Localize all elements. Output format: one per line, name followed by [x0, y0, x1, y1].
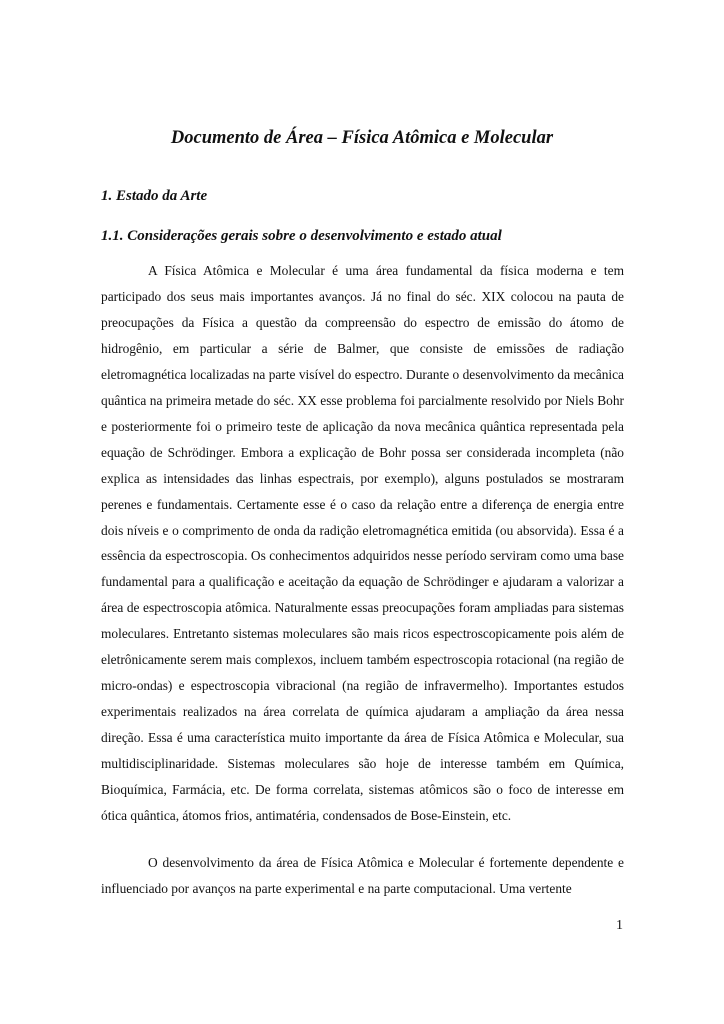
document-title: Documento de Área – Física Atômica e Molecular	[170, 128, 554, 148]
page-number: 1	[616, 918, 623, 933]
body-paragraph-block-2	[101, 850, 624, 902]
paragraph-1: A Física Atômica e Molecular é uma área fundamental da física moderna e tem participado dos seus mais importantes avanços. Já no final do séc. XIX colocou na pauta de preocupações da Física a questão da compreensão do espectro de emissão do átomo de hidrogênio, em particular a série de Balmer, que consiste de emissões de radiação eletromagnética localizadas na parte visível do espectro. Durante o desenvolvimento da mecânica quântica na primeira metade do séc. XX esse problema foi parcialmente resolvido por Niels Bohr e posteriormente foi o primeiro teste de aplicação da nova mecânica quântica representada pela equação de Schrödinger. Embora a explicação de Bohr possa ser considerada incompleta (não explica as intensidades das linhas espectrais, por exemplo), alguns postulados se mostraram perenes e fundamentais. Certamente esse é o caso da relação entre a diferença de energia entre dois níveis e o comprimento de onda da radição eletromagnética emitida (ou absorvida). Essa é a essência da espectroscopia. Os conhecimentos adquiridos nesse período serviram como uma base fundamental para a qualificação e aceitação da equação de Schrödinger e ajudaram a valorizar a área de espectroscopia atômica. Naturalmente essas preocupações foram ampliadas para sistemas moleculares. Entretanto sistemas moleculares são mais ricos espectroscopicamente pois além de eletrônicamente serem mais complexos, incluem também espectroscopia rotacional (na região de micro-ondas) e espectroscopia vibracional (na região de infravermelho). Importantes estudos experimentais realizados na área correlata de química ajudaram a ampliação da área nessa direção. Essa é uma característica muito importante da área de Física Atômica e Molecular, sua multidisciplinaridade. Sistemas moleculares são hoje de interesse também em Química, Bioquímica, Farmácia, etc. De forma correlata, sistemas atômicos são o foco de interesse em ótica quântica, átomos frios, antimatéria, condensados de Bose-Einstein, etc.	[101, 263, 624, 824]
section-heading: 1. Estado da Arte	[101, 188, 208, 204]
subsection-heading: 1.1. Considerações gerais sobre o desenvolvimento e estado atual	[101, 228, 502, 244]
body-paragraph-block-1	[101, 258, 624, 829]
paragraph-2: O desenvolvimento da área de Física Atômica e Molecular é fortemente dependente e influenciado por avanços na parte experimental e na parte computacional. Uma vertente	[101, 855, 624, 896]
